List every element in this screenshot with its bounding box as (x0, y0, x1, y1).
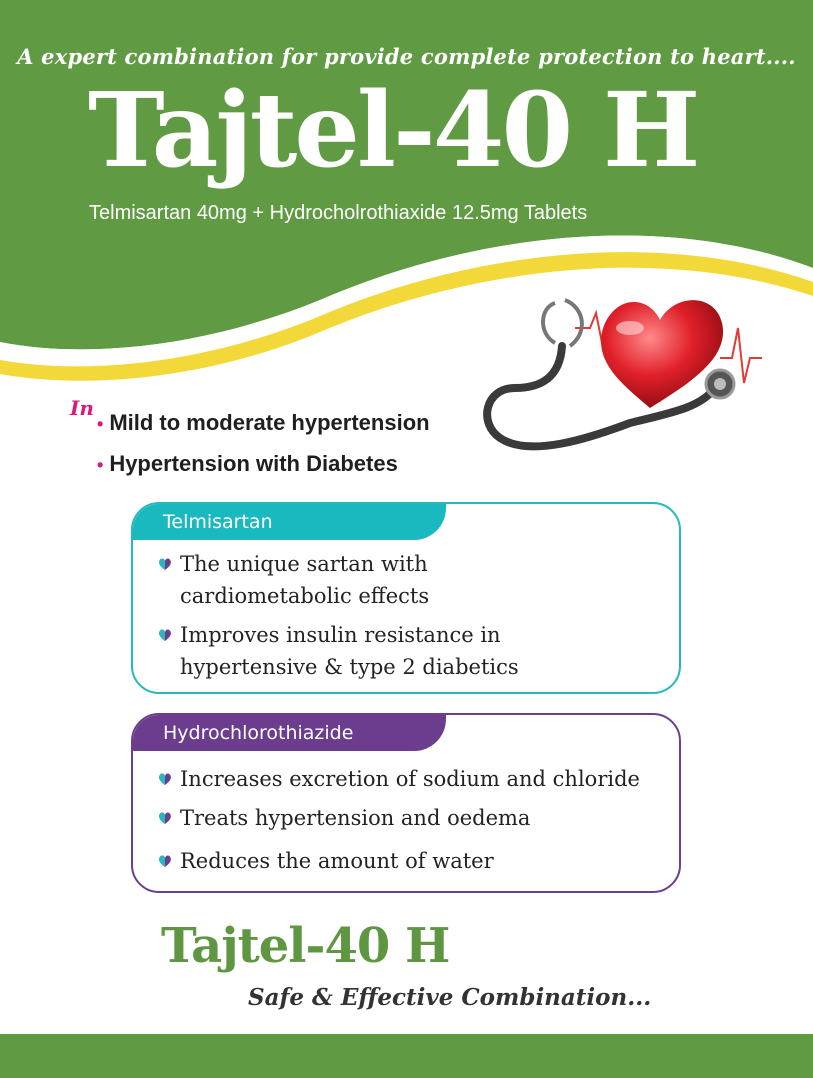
indication-item: • Hypertension with Diabetes (97, 451, 398, 476)
point-line: Improves insulin resistance in (180, 623, 501, 647)
bullet-dot-icon: • (97, 455, 104, 475)
composition-text: Telmisartan 40mg + Hydrocholrothiaxide 12.5mg Tablets (89, 202, 588, 224)
telmisartan-point (158, 548, 429, 612)
heart-bullet-icon (158, 772, 172, 786)
point-line: The unique sartan with (180, 552, 428, 576)
hctz-point: Increases excretion of sodium and chloride (158, 763, 640, 795)
telmisartan-box (131, 502, 681, 694)
point-line: hypertensive & type 2 diabetics (180, 655, 519, 679)
heart-bullet-icon (158, 811, 172, 825)
indications-prefix: In (70, 396, 94, 420)
hctz-point: Reduces the amount of water (158, 845, 494, 877)
bullet-dot-icon: • (97, 414, 104, 434)
heart-bullet-icon (158, 557, 172, 571)
telmisartan-title: Telmisartan (133, 504, 446, 540)
brand-title: Tajtel-40 H (88, 70, 698, 191)
footer-brand: Tajtel-40 H (161, 918, 450, 974)
telmisartan-point (158, 619, 519, 683)
slogan: Safe & Effective Combination... (248, 984, 652, 1011)
hctz-point: Treats hypertension and oedema (158, 802, 530, 834)
indication-item: • Mild to moderate hypertension (97, 410, 430, 435)
hydrochlorothiazide-box (131, 713, 681, 893)
footer-band (0, 1034, 813, 1078)
point-line: cardiometabolic effects (180, 584, 430, 608)
heart-bullet-icon (158, 628, 172, 642)
tagline: A expert combination for provide complete protection to heart.... (17, 44, 796, 69)
hydrochlorothiazide-title: Hydrochlorothiazide (133, 715, 446, 751)
heart-stethoscope-illustration (470, 288, 770, 468)
heart-bullet-icon (158, 854, 172, 868)
